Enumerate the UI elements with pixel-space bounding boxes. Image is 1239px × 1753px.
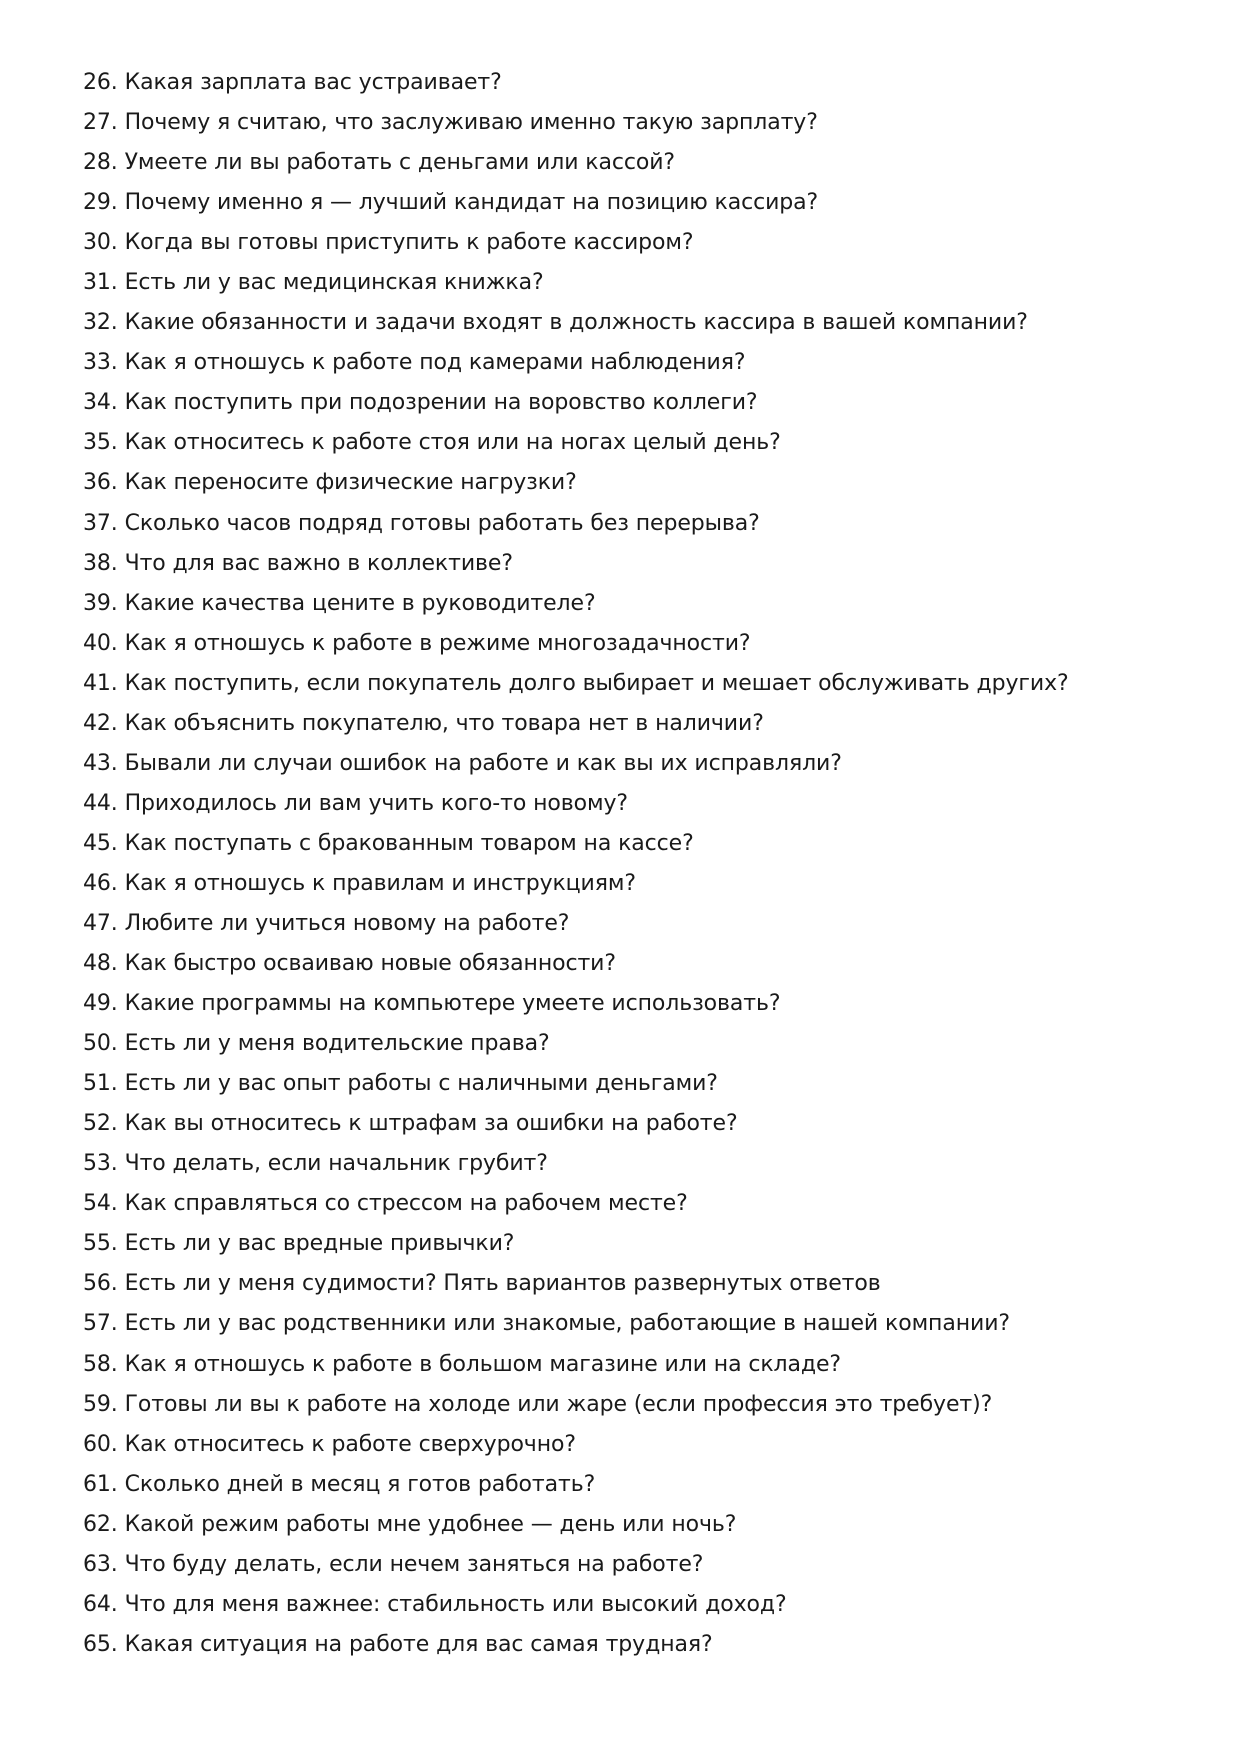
question-item: 44. Приходилось ли вам учить кого-то новому?	[83, 790, 628, 816]
question-item: 31. Есть ли у вас медицинская книжка?	[83, 270, 544, 296]
question-item: 45. Как поступать с бракованным товаром на кассе?	[83, 830, 694, 856]
question-item: 35. Как относитесь к работе стоя или на ногах целый день?	[83, 430, 781, 456]
question-item: 64. Что для меня важнее: стабильность или высокий доход?	[83, 1591, 787, 1617]
question-item: 48. Как быстро осваиваю новые обязанности?	[83, 951, 616, 977]
question-item: 59. Готовы ли вы к работе на холоде или жаре (если профессия это требует)?	[83, 1391, 993, 1417]
question-item: 42. Как объяснить покупателю, что товара нет в наличии?	[83, 710, 764, 736]
question-item: 43. Бывали ли случаи ошибок на работе и как вы их исправляли?	[83, 750, 842, 776]
question-item: 50. Есть ли у меня водительские права?	[83, 1031, 550, 1057]
question-item: 54. Как справляться со стрессом на рабочем месте?	[83, 1191, 688, 1217]
question-item: 63. Что буду делать, если нечем заняться на работе?	[83, 1551, 704, 1577]
question-item: 47. Любите ли учиться новому на работе?	[83, 910, 570, 936]
question-item: 40. Как я отношусь к работе в режиме многозадачности?	[83, 630, 751, 656]
question-item: 30. Когда вы готовы приступить к работе кассиром?	[83, 230, 694, 256]
question-item: 65. Какая ситуация на работе для вас самая трудная?	[83, 1631, 713, 1657]
question-item: 57. Есть ли у вас родственники или знакомые, работающие в нашей компании?	[83, 1311, 1010, 1337]
question-item: 61. Сколько дней в месяц я готов работать?	[83, 1471, 596, 1497]
question-item: 58. Как я отношусь к работе в большом магазине или на складе?	[83, 1351, 841, 1377]
question-item: 55. Есть ли у вас вредные привычки?	[83, 1231, 515, 1257]
question-item: 53. Что делать, если начальник грубит?	[83, 1151, 548, 1177]
question-item: 52. Как вы относитесь к штрафам за ошибки на работе?	[83, 1111, 738, 1137]
question-item: 46. Как я отношусь к правилам и инструкциям?	[83, 870, 636, 896]
question-item: 60. Как относитесь к работе сверхурочно?	[83, 1431, 576, 1457]
question-item: 27. Почему я считаю, что заслуживаю именно такую зарплату?	[83, 110, 818, 136]
question-item: 32. Какие обязанности и задачи входят в должность кассира в вашей компании?	[83, 310, 1028, 336]
question-item: 37. Сколько часов подряд готовы работать без перерыва?	[83, 510, 760, 536]
question-list	[83, 63, 1203, 1665]
question-item: 62. Какой режим работы мне удобнее — день или ночь?	[83, 1511, 737, 1537]
question-item: 33. Как я отношусь к работе под камерами наблюдения?	[83, 350, 746, 376]
question-item: 26. Какая зарплата вас устраивает?	[83, 70, 502, 95]
question-item: 39. Какие качества цените в руководителе?	[83, 590, 596, 616]
question-item: 49. Какие программы на компьютере умеете использовать?	[83, 991, 781, 1017]
question-item: 36. Как переносите физические нагрузки?	[83, 470, 577, 496]
question-item: 34. Как поступить при подозрении на воровство коллеги?	[83, 390, 758, 416]
question-item: 51. Есть ли у вас опыт работы с наличными деньгами?	[83, 1071, 718, 1097]
question-item: 38. Что для вас важно в коллективе?	[83, 550, 513, 576]
question-item: 28. Умеете ли вы работать с деньгами или кассой?	[83, 150, 675, 176]
question-item: 29. Почему именно я — лучший кандидат на позицию кассира?	[83, 190, 819, 216]
question-item: 56. Есть ли у меня судимости? Пять вариантов развернутых ответов	[83, 1271, 881, 1297]
question-item: 41. Как поступить, если покупатель долго выбирает и мешает обслуживать других?	[83, 670, 1069, 696]
